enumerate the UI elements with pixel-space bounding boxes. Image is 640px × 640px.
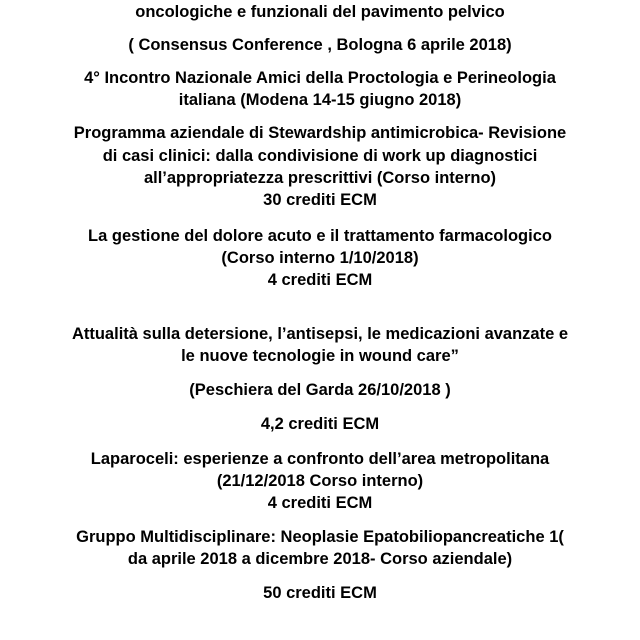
course-title-line: oncologiche e funzionali del pavimento pelvico bbox=[135, 3, 505, 21]
course-credits-line: 4 crediti ECM bbox=[267, 494, 373, 512]
course-credits-line: 4 crediti ECM bbox=[267, 271, 373, 289]
course-credits-line: 30 crediti ECM bbox=[263, 191, 377, 209]
course-details-line: all’appropriatezza prescrittivi (Corso interno) bbox=[143, 169, 497, 187]
course-title-line: di casi clinici: dalla condivisione di work up diagnostici bbox=[102, 147, 538, 165]
course-details-line: (Peschiera del Garda 26/10/2018 ) bbox=[189, 381, 451, 399]
course-title-line: Attualità sulla detersione, l’antisepsi, le medicazioni avanzate e bbox=[71, 325, 569, 343]
course-title-line: Programma aziendale di Stewardship antimicrobica- Revisione bbox=[73, 124, 567, 142]
course-title-line: Laparoceli: esperienze a confronto dell’area metropolitana bbox=[90, 450, 550, 468]
course-title-line: Gruppo Multidisciplinare: Neoplasie Epatobiliopancreatiche 1( bbox=[76, 528, 564, 546]
course-details-line: (21/12/2018 Corso interno) bbox=[216, 472, 424, 490]
course-details-line: ( Consensus Conference , Bologna 6 aprile 2018) bbox=[128, 36, 512, 54]
course-credits-line: 4,2 crediti ECM bbox=[260, 415, 380, 433]
course-details-line: da aprile 2018 a dicembre 2018- Corso aziendale) bbox=[127, 550, 513, 568]
course-credits-line: 50 crediti ECM bbox=[263, 584, 377, 602]
course-title-line: le nuove tecnologie in wound care” bbox=[181, 347, 459, 365]
course-title-line: La gestione del dolore acuto e il trattamento farmacologico bbox=[88, 227, 552, 245]
course-title-line: 4° Incontro Nazionale Amici della Proctologia e Perineologia bbox=[84, 69, 556, 87]
course-details-line: italiana (Modena 14-15 giugno 2018) bbox=[178, 91, 462, 109]
course-details-line: (Corso interno 1/10/2018) bbox=[221, 249, 419, 267]
